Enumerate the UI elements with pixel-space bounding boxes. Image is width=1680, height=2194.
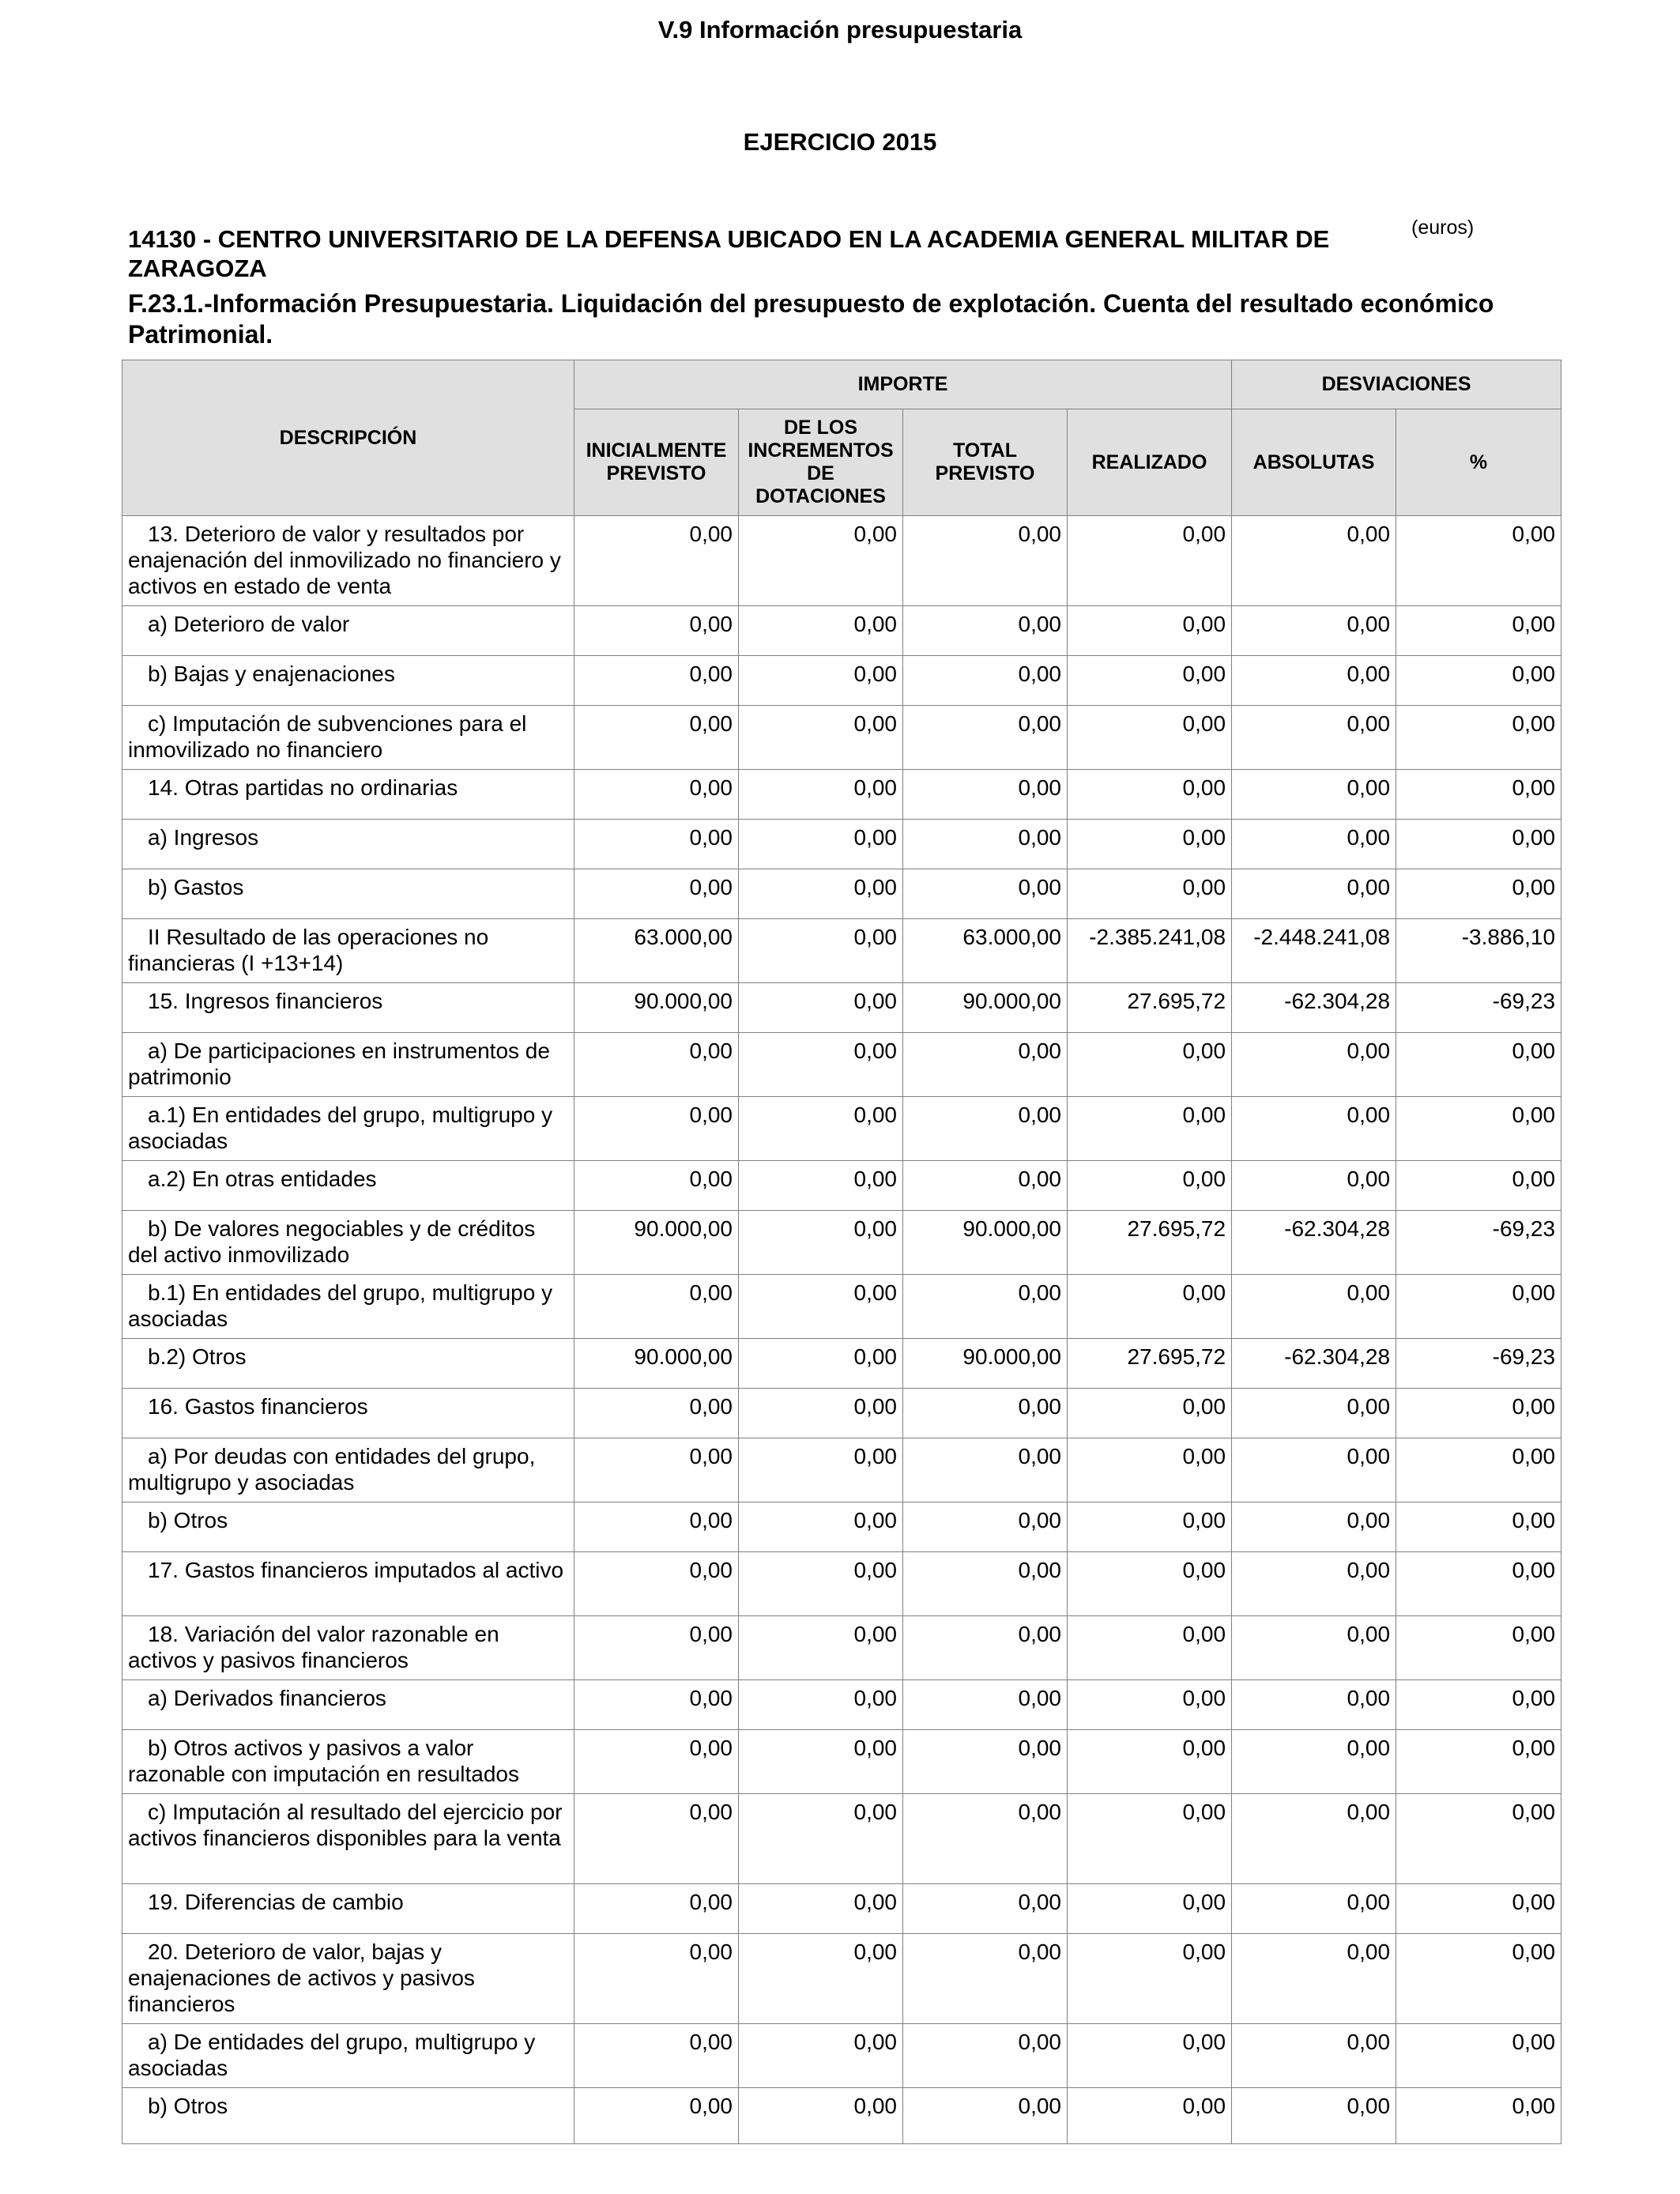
row-description: a) Derivados financieros bbox=[122, 1680, 574, 1730]
header-porcentaje: % bbox=[1396, 409, 1561, 516]
row-description: a.1) En entidades del grupo, multigrupo y asociadas bbox=[122, 1097, 574, 1161]
row-value: 0,00 bbox=[574, 1097, 739, 1161]
row-value: 0,00 bbox=[1068, 1616, 1232, 1680]
row-value: 0,00 bbox=[1232, 1552, 1396, 1616]
row-value: -2.448.241,08 bbox=[1232, 919, 1396, 983]
table-row bbox=[122, 1552, 1561, 1616]
row-value: 0,00 bbox=[1396, 1097, 1561, 1161]
row-value: 0,00 bbox=[1396, 1389, 1561, 1438]
row-value: 0,00 bbox=[1232, 2024, 1396, 2088]
row-value: -69,23 bbox=[1396, 983, 1561, 1033]
row-value: 0,00 bbox=[1232, 869, 1396, 919]
row-value: 0,00 bbox=[574, 1275, 739, 1339]
row-value: 0,00 bbox=[1068, 770, 1232, 820]
row-value: 0,00 bbox=[574, 1934, 739, 2024]
row-value: 0,00 bbox=[903, 1389, 1068, 1438]
row-value: 0,00 bbox=[574, 1161, 739, 1211]
table-row bbox=[122, 2024, 1561, 2088]
row-value: 0,00 bbox=[574, 2088, 739, 2144]
row-value: 0,00 bbox=[574, 516, 739, 606]
row-value: 0,00 bbox=[1232, 1730, 1396, 1794]
row-value: 0,00 bbox=[1396, 770, 1561, 820]
row-value: 0,00 bbox=[1396, 1033, 1561, 1097]
table-row bbox=[122, 1097, 1561, 1161]
row-value: 27.695,72 bbox=[1068, 1211, 1232, 1275]
row-value: 0,00 bbox=[1068, 1502, 1232, 1552]
row-value: 0,00 bbox=[1232, 1934, 1396, 2024]
row-value: 0,00 bbox=[1232, 1438, 1396, 1502]
row-value: 0,00 bbox=[903, 869, 1068, 919]
row-value: 0,00 bbox=[574, 1680, 739, 1730]
row-value: 0,00 bbox=[1068, 1680, 1232, 1730]
row-value: 0,00 bbox=[1396, 1275, 1561, 1339]
row-value: 27.695,72 bbox=[1068, 983, 1232, 1033]
row-description: 15. Ingresos financieros bbox=[122, 983, 574, 1033]
row-value: 0,00 bbox=[574, 869, 739, 919]
row-value: 0,00 bbox=[574, 606, 739, 656]
row-description: 20. Deterioro de valor, bajas y enajenaciones de activos y pasivos financieros bbox=[122, 1934, 574, 2024]
row-value: 0,00 bbox=[903, 1794, 1068, 1884]
row-value: 0,00 bbox=[574, 656, 739, 706]
header-realizado: REALIZADO bbox=[1068, 409, 1232, 516]
row-value: 0,00 bbox=[574, 1502, 739, 1552]
row-value: 0,00 bbox=[574, 1552, 739, 1616]
row-value: 0,00 bbox=[1396, 706, 1561, 770]
row-value: 0,00 bbox=[739, 606, 903, 656]
table-row bbox=[122, 1934, 1561, 2024]
row-value: 0,00 bbox=[1396, 1502, 1561, 1552]
row-value: 0,00 bbox=[1396, 516, 1561, 606]
row-value: 0,00 bbox=[1232, 606, 1396, 656]
row-value: 90.000,00 bbox=[903, 1339, 1068, 1389]
exercise-title: EJERCICIO 2015 bbox=[743, 128, 937, 156]
row-value: 0,00 bbox=[903, 1502, 1068, 1552]
row-value: 0,00 bbox=[1232, 1033, 1396, 1097]
row-description: a) De participaciones en instrumentos de patrimonio bbox=[122, 1033, 574, 1097]
row-value: 0,00 bbox=[739, 706, 903, 770]
row-value: 0,00 bbox=[1068, 869, 1232, 919]
row-value: 0,00 bbox=[1396, 1884, 1561, 1934]
row-value: 0,00 bbox=[1232, 770, 1396, 820]
row-value: 0,00 bbox=[903, 770, 1068, 820]
row-value: -3.886,10 bbox=[1396, 919, 1561, 983]
row-value: 0,00 bbox=[1396, 1161, 1561, 1211]
row-value: 0,00 bbox=[903, 1884, 1068, 1934]
table-body bbox=[122, 516, 1561, 2144]
table-row bbox=[122, 1275, 1561, 1339]
row-value: 0,00 bbox=[1232, 1275, 1396, 1339]
row-value: 0,00 bbox=[1396, 1616, 1561, 1680]
table-row bbox=[122, 820, 1561, 869]
row-description: 18. Variación del valor razonable en activos y pasivos financieros bbox=[122, 1616, 574, 1680]
row-description: 14. Otras partidas no ordinarias bbox=[122, 770, 574, 820]
row-value: 0,00 bbox=[739, 1211, 903, 1275]
row-value: 63.000,00 bbox=[574, 919, 739, 983]
row-value: 0,00 bbox=[903, 516, 1068, 606]
row-value: 0,00 bbox=[739, 1616, 903, 1680]
row-value: 0,00 bbox=[903, 1616, 1068, 1680]
row-value: 0,00 bbox=[1232, 706, 1396, 770]
row-value: 90.000,00 bbox=[574, 1339, 739, 1389]
row-value: 0,00 bbox=[1232, 1097, 1396, 1161]
row-value: 0,00 bbox=[903, 606, 1068, 656]
row-value: 0,00 bbox=[1068, 656, 1232, 706]
table-row bbox=[122, 2088, 1561, 2144]
row-value: 0,00 bbox=[739, 869, 903, 919]
row-value: 0,00 bbox=[903, 1934, 1068, 2024]
row-value: 0,00 bbox=[1068, 1934, 1232, 2024]
header-incrementos: DE LOS INCREMENTOS DE DOTACIONES bbox=[739, 409, 903, 516]
row-value: 0,00 bbox=[1396, 2024, 1561, 2088]
row-value: 0,00 bbox=[739, 2024, 903, 2088]
row-value: 0,00 bbox=[1396, 606, 1561, 656]
section-title: V.9 Información presupuestaria bbox=[657, 16, 1023, 43]
row-value: 0,00 bbox=[739, 770, 903, 820]
row-value: 0,00 bbox=[1232, 1680, 1396, 1730]
row-value: 0,00 bbox=[574, 706, 739, 770]
row-value: 0,00 bbox=[739, 1097, 903, 1161]
row-value: 0,00 bbox=[903, 1680, 1068, 1730]
row-value: 0,00 bbox=[739, 656, 903, 706]
row-value: 90.000,00 bbox=[903, 1211, 1068, 1275]
table-row bbox=[122, 1438, 1561, 1502]
row-value: 0,00 bbox=[1068, 1438, 1232, 1502]
row-value: 0,00 bbox=[574, 1438, 739, 1502]
row-value: 0,00 bbox=[903, 2024, 1068, 2088]
row-value: 0,00 bbox=[1396, 1730, 1561, 1794]
row-value: 0,00 bbox=[739, 1552, 903, 1616]
row-value: 0,00 bbox=[1232, 1389, 1396, 1438]
row-value: 0,00 bbox=[1068, 1097, 1232, 1161]
row-value: 90.000,00 bbox=[903, 983, 1068, 1033]
table-row bbox=[122, 919, 1561, 983]
row-value: 0,00 bbox=[1068, 1794, 1232, 1884]
table-row bbox=[122, 606, 1561, 656]
row-value: 0,00 bbox=[1396, 1438, 1561, 1502]
row-value: -2.385.241,08 bbox=[1068, 919, 1232, 983]
row-description: b.2) Otros bbox=[122, 1339, 574, 1389]
row-value: 0,00 bbox=[1232, 1161, 1396, 1211]
table-row bbox=[122, 706, 1561, 770]
row-value: -62.304,28 bbox=[1232, 983, 1396, 1033]
row-value: 0,00 bbox=[903, 820, 1068, 869]
row-value: 0,00 bbox=[1068, 1552, 1232, 1616]
row-value: 0,00 bbox=[739, 1339, 903, 1389]
row-value: 0,00 bbox=[574, 1616, 739, 1680]
row-value: 0,00 bbox=[574, 1730, 739, 1794]
table-row bbox=[122, 1794, 1561, 1884]
row-value: 0,00 bbox=[1232, 516, 1396, 606]
row-value: 0,00 bbox=[739, 1502, 903, 1552]
row-value: 0,00 bbox=[1068, 1275, 1232, 1339]
row-value: 0,00 bbox=[1068, 606, 1232, 656]
header-importe: IMPORTE bbox=[574, 360, 1232, 409]
row-description: b) Bajas y enajenaciones bbox=[122, 656, 574, 706]
table-row bbox=[122, 1616, 1561, 1680]
table-row bbox=[122, 869, 1561, 919]
row-value: 0,00 bbox=[1396, 820, 1561, 869]
table-row bbox=[122, 656, 1561, 706]
row-value: 0,00 bbox=[739, 919, 903, 983]
table-row bbox=[122, 1502, 1561, 1552]
row-value: 0,00 bbox=[1068, 820, 1232, 869]
table-row bbox=[122, 1161, 1561, 1211]
row-value: 0,00 bbox=[1232, 820, 1396, 869]
row-value: 27.695,72 bbox=[1068, 1339, 1232, 1389]
row-value: -69,23 bbox=[1396, 1339, 1561, 1389]
row-value: 0,00 bbox=[739, 1438, 903, 1502]
table-row bbox=[122, 1211, 1561, 1275]
row-value: 0,00 bbox=[739, 983, 903, 1033]
row-description: a.2) En otras entidades bbox=[122, 1161, 574, 1211]
row-value: 0,00 bbox=[1396, 1794, 1561, 1884]
row-value: 0,00 bbox=[1068, 1161, 1232, 1211]
table-row bbox=[122, 1884, 1561, 1934]
row-value: 0,00 bbox=[739, 1033, 903, 1097]
row-description: 19. Diferencias de cambio bbox=[122, 1884, 574, 1934]
row-value: 0,00 bbox=[1068, 516, 1232, 606]
row-value: 0,00 bbox=[739, 1730, 903, 1794]
row-value: 0,00 bbox=[903, 2088, 1068, 2144]
header-absolutas: ABSOLUTAS bbox=[1232, 409, 1396, 516]
row-value: 0,00 bbox=[1068, 1884, 1232, 1934]
row-value: 0,00 bbox=[1232, 1502, 1396, 1552]
row-value: 90.000,00 bbox=[574, 983, 739, 1033]
row-value: 0,00 bbox=[1232, 2088, 1396, 2144]
row-value: 0,00 bbox=[1396, 656, 1561, 706]
row-value: 0,00 bbox=[1396, 869, 1561, 919]
row-value: 0,00 bbox=[903, 1097, 1068, 1161]
row-value: 0,00 bbox=[574, 1794, 739, 1884]
row-value: 0,00 bbox=[1068, 1389, 1232, 1438]
row-description: a) De entidades del grupo, multigrupo y asociadas bbox=[122, 2024, 574, 2088]
units-label: (euros) bbox=[1411, 217, 1475, 239]
row-value: 0,00 bbox=[903, 1552, 1068, 1616]
report-title: F.23.1.-Información Presupuestaria. Liquidación del presupuesto de explotación. Cuenta del resultado económico Patrimonial. bbox=[128, 289, 1494, 349]
row-value: 0,00 bbox=[1396, 1552, 1561, 1616]
row-value: 63.000,00 bbox=[903, 919, 1068, 983]
row-description: b) Otros activos y pasivos a valor razonable con imputación en resultados bbox=[122, 1730, 574, 1794]
row-value: 0,00 bbox=[1068, 1730, 1232, 1794]
row-value: 0,00 bbox=[739, 1934, 903, 2024]
row-description: b) Otros bbox=[122, 2088, 574, 2144]
row-value: 0,00 bbox=[574, 1884, 739, 1934]
row-description: a) Ingresos bbox=[122, 820, 574, 869]
row-description: II Resultado de las operaciones no financieras (I +13+14) bbox=[122, 919, 574, 983]
row-description: b.1) En entidades del grupo, multigrupo y asociadas bbox=[122, 1275, 574, 1339]
row-description: b) De valores negociables y de créditos del activo inmovilizado bbox=[122, 1211, 574, 1275]
table-row bbox=[122, 1339, 1561, 1389]
header-total-previsto: TOTAL PREVISTO bbox=[903, 409, 1068, 516]
row-description: 16. Gastos financieros bbox=[122, 1389, 574, 1438]
row-value: 0,00 bbox=[903, 1730, 1068, 1794]
row-value: 0,00 bbox=[1232, 1794, 1396, 1884]
row-value: 0,00 bbox=[903, 1275, 1068, 1339]
row-value: 0,00 bbox=[739, 1389, 903, 1438]
row-value: 0,00 bbox=[739, 820, 903, 869]
row-value: 0,00 bbox=[903, 1161, 1068, 1211]
row-value: 0,00 bbox=[903, 656, 1068, 706]
row-value: 0,00 bbox=[574, 1389, 739, 1438]
row-value: 0,00 bbox=[1068, 706, 1232, 770]
row-value: 0,00 bbox=[739, 516, 903, 606]
row-description: 13. Deterioro de valor y resultados por enajenación del inmovilizado no financiero y activos en estado de venta bbox=[122, 516, 574, 606]
row-value: 0,00 bbox=[574, 1033, 739, 1097]
row-value: 0,00 bbox=[1232, 1616, 1396, 1680]
row-value: 0,00 bbox=[574, 770, 739, 820]
row-value: 0,00 bbox=[1396, 2088, 1561, 2144]
row-value: 0,00 bbox=[739, 1794, 903, 1884]
row-description: b) Gastos bbox=[122, 869, 574, 919]
table-row bbox=[122, 983, 1561, 1033]
row-value: 0,00 bbox=[1068, 1033, 1232, 1097]
row-description: c) Imputación de subvenciones para el inmovilizado no financiero bbox=[122, 706, 574, 770]
row-value: 0,00 bbox=[903, 1438, 1068, 1502]
header-descripcion: DESCRIPCIÓN bbox=[122, 360, 574, 516]
entity-name: 14130 - CENTRO UNIVERSITARIO DE LA DEFENSA UBICADO EN LA ACADEMIA GENERAL MILITAR DE ZARAGOZA bbox=[128, 225, 1330, 282]
header-inicialmente-previsto: INICIALMENTE PREVISTO bbox=[574, 409, 739, 516]
row-value: 0,00 bbox=[1232, 1884, 1396, 1934]
header-desviaciones: DESVIACIONES bbox=[1232, 360, 1561, 409]
row-value: 0,00 bbox=[1396, 1680, 1561, 1730]
row-value: -62.304,28 bbox=[1232, 1211, 1396, 1275]
row-value: 0,00 bbox=[574, 2024, 739, 2088]
row-description: b) Otros bbox=[122, 1502, 574, 1552]
row-value: 0,00 bbox=[739, 1161, 903, 1211]
table-row bbox=[122, 770, 1561, 820]
row-value: 0,00 bbox=[739, 1275, 903, 1339]
row-value: -69,23 bbox=[1396, 1211, 1561, 1275]
row-value: 0,00 bbox=[1068, 2024, 1232, 2088]
table-row bbox=[122, 1730, 1561, 1794]
row-value: 0,00 bbox=[903, 706, 1068, 770]
table-row bbox=[122, 1680, 1561, 1730]
row-value: 0,00 bbox=[574, 820, 739, 869]
row-description: a) Deterioro de valor bbox=[122, 606, 574, 656]
row-value: 0,00 bbox=[739, 1884, 903, 1934]
row-value: 0,00 bbox=[903, 1033, 1068, 1097]
row-value: 0,00 bbox=[739, 1680, 903, 1730]
table-row bbox=[122, 516, 1561, 606]
table-row bbox=[122, 1389, 1561, 1438]
row-description: c) Imputación al resultado del ejercicio por activos financieros disponibles para la venta bbox=[122, 1794, 574, 1884]
row-value: 0,00 bbox=[1232, 656, 1396, 706]
row-value: -62.304,28 bbox=[1232, 1339, 1396, 1389]
row-value: 90.000,00 bbox=[574, 1211, 739, 1275]
row-description: 17. Gastos financieros imputados al activo bbox=[122, 1552, 574, 1616]
table-row bbox=[122, 1033, 1561, 1097]
row-value: 0,00 bbox=[739, 2088, 903, 2144]
row-value: 0,00 bbox=[1396, 1934, 1561, 2024]
budget-table bbox=[122, 360, 1561, 2144]
row-description: a) Por deudas con entidades del grupo, multigrupo y asociadas bbox=[122, 1438, 574, 1502]
row-value: 0,00 bbox=[1068, 2088, 1232, 2144]
